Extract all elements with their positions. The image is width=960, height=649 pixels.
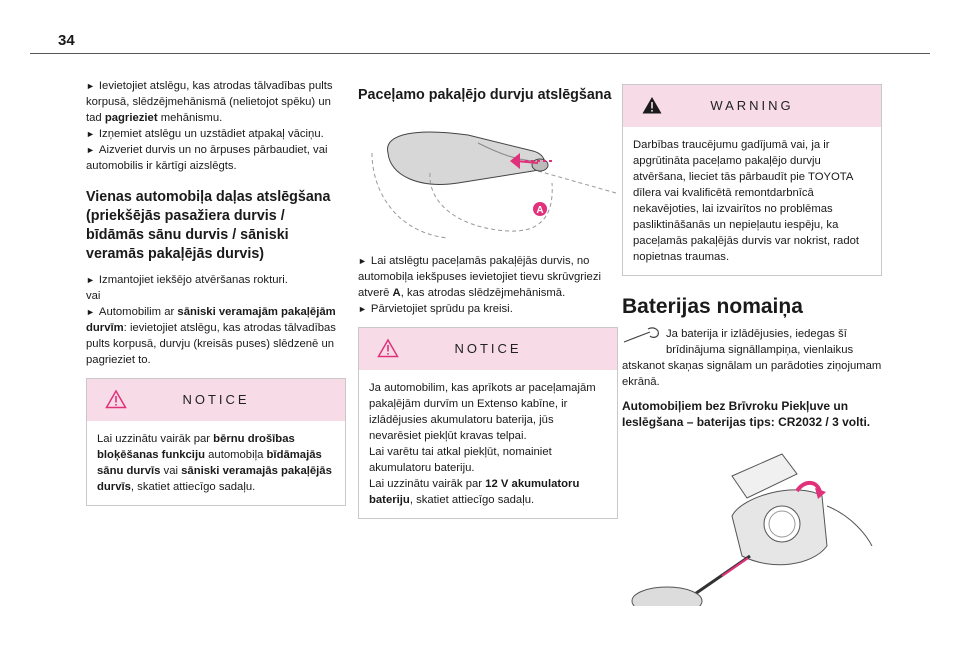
arrow-bullet-icon: ► [358, 304, 367, 314]
step-remove-key: ► Izņemiet atslēgu un uzstādiet atpakaļ vāciņu. [86, 128, 324, 140]
column-2 [358, 78, 618, 533]
notice-box [86, 378, 346, 506]
or-text: vai [86, 290, 101, 302]
notice-box [358, 327, 618, 519]
notice-title: NOTICE [454, 341, 522, 356]
callout-a-label: A [536, 205, 544, 216]
arrow-bullet-icon: ► [86, 307, 95, 317]
section-heading: Vienas automobiļa daļas atslēgšana (priekšējās pasažiera durvis / bīdāmās sānu durvis / sāniski veramās pakaļējās durvis) [86, 189, 331, 262]
battery-heading: Baterijas nomaiņa [622, 295, 803, 318]
warning-triangle-icon [105, 389, 127, 409]
step-inner-handle: ► Izmantojiet iekšējo atvēršanas rokturi. [86, 274, 288, 286]
notice-header [359, 328, 617, 370]
section-heading: Paceļamo pakaļējo durvju atslēgšana [358, 87, 612, 103]
step-insert-screwdriver: ► Lai atslēgtu paceļamās pakaļējās durvis, no automobiļa iekšpuses ievietojiet tievu skrūvgriezi atverē A, kas atrodas slēdzējmehānismā. [358, 255, 601, 299]
step-move-latch: ► Pārvietojiet sprūdu pa kreisi. [358, 303, 513, 315]
column-3 [622, 74, 882, 606]
notice-header [87, 379, 345, 421]
warning-box [622, 84, 882, 276]
warning-header [623, 85, 881, 127]
header-rule [30, 53, 930, 54]
key-battery-illustration [622, 436, 882, 606]
intro-paragraph: Ja baterija ir izlādējusies, iedegas šī brīdinājuma signāllampiņa, vienlaikus atskanot skaņas signālam un parādoties ziņojumam ekrānā. [622, 328, 882, 388]
step-close-door: ► Aizveriet durvis un no ārpuses pārbaudiet, vai automobilis ir kārtīgi aizslēgts. [86, 144, 328, 172]
warning-body: Darbības traucējumu gadījumā vai, ja ir apgrūtināta paceļamo pakaļējo durvju atvēršana, lieciet tās pārbaudīt pie TOYOTA dīlera vai kvalificētā remontdarbnīcā nekavējoties, lai izvairītos no problēmas pasliktināšanās un nepieļautu iespēju, ka paceļamās pakaļējās durvis var nokrist, radot nopietnas traumas. [633, 139, 860, 263]
arrow-bullet-icon: ► [86, 275, 95, 285]
step-side-door: ► Automobilim ar sāniski veramajām pakaļējām durvīm: ievietojiet atslēgu, kas atrodas tālvadības pults korpusā, durvju (kreisās puses) slēdzenē un pagrieziet to. [86, 306, 336, 366]
page-number: 34 [58, 32, 75, 49]
battery-subheading: Automobiļiem bez Brīvroku Piekļuve un Ieslēgšana – baterijas tips: CR2032 / 3 volti. [622, 399, 871, 429]
notice-body: Ja automobilim, kas aprīkots ar paceļamajām pakaļējām durvīm un Extenso kabīne, ir izlādējusies akumulatoru baterija, jūs nevarēsiet piekļūt kravas telpai. Lai varētu tai atkal piekļūt, nomainiet akumulatoru bateriju. Lai uzzinātu vairāk par 12 V akumulatoru bateriju, skatiet attiecīgo sadaļu. [369, 382, 596, 506]
arrow-bullet-icon: ► [86, 129, 95, 139]
arrow-bullet-icon: ► [86, 145, 95, 155]
arrow-bullet-icon: ► [358, 256, 367, 266]
wrench-icon [622, 326, 662, 348]
tailgate-lock-illustration [358, 113, 618, 241]
warning-title: WARNING [710, 98, 794, 113]
step-insert-key: ► Ievietojiet atslēgu, kas atrodas tālvadības pults korpusā, slēdzējmehānismā (nelietojot spēku) un tad pagrieziet mehānismu. [86, 80, 333, 124]
notice-body: Lai uzzinātu vairāk par bērnu drošības bloķēšanas funkciju automobiļa bīdāmajās sānu durvīs vai sāniski veramajās pakaļējās durvīs, skatiet attiecīgo sadaļu. [97, 433, 332, 493]
warning-triangle-icon [377, 338, 399, 358]
column-1 [86, 78, 346, 520]
notice-title: NOTICE [182, 392, 250, 407]
warning-triangle-icon [641, 95, 663, 115]
arrow-bullet-icon: ► [86, 81, 95, 91]
